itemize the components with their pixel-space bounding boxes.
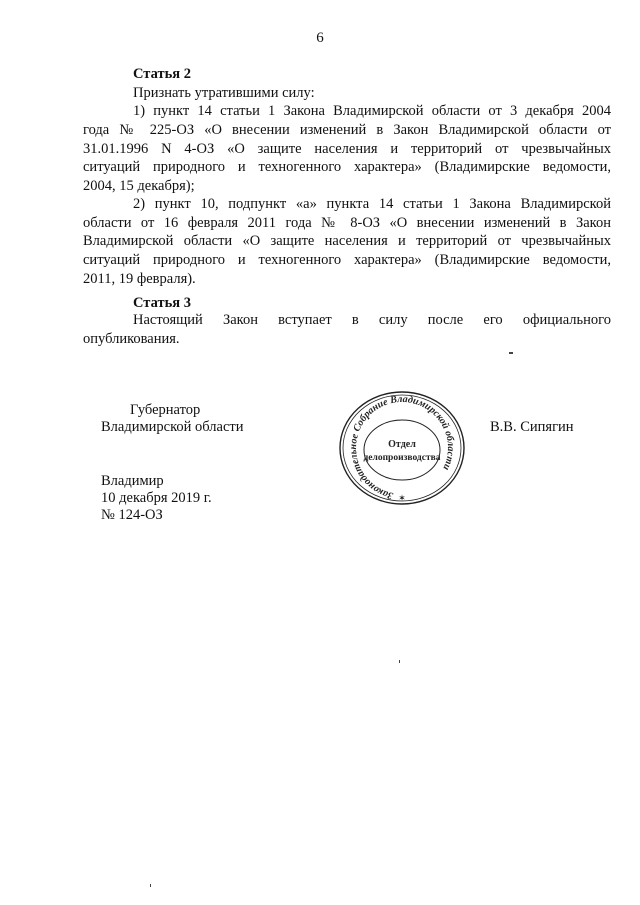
stamp-center-line-2: делопроизводства [363, 453, 441, 463]
signature-title-line-1: Губернатор [130, 402, 201, 418]
article-3-heading: Статья 3 [133, 295, 191, 311]
scan-mark [399, 660, 400, 663]
article-2-item-2-line-2: области от 16 февраля 2011 года № 8-ОЗ «О внесении изменений в Закон [83, 215, 611, 231]
article-2-item-1-line-1: 1) пункт 14 статьи 1 Закона Владимирской области от 3 декабря 2004 [133, 103, 611, 119]
article-2-item-1-line-4: ситуаций природного и техногенного характера» (Владимирские ведомости, [83, 159, 611, 175]
stamp-center-line-1: Отдел [388, 439, 416, 450]
article-2-intro: Признать утратившими силу: [133, 85, 315, 101]
signature-title-line-2: Владимирской области [101, 419, 244, 435]
article-3-line-2: опубликования. [83, 331, 180, 347]
scan-mark [509, 352, 513, 354]
page-number: 6 [316, 30, 324, 46]
footer-date: 10 декабря 2019 г. [101, 490, 212, 506]
official-stamp [337, 390, 467, 508]
article-2-heading: Статья 2 [133, 66, 191, 82]
scan-mark [150, 884, 151, 887]
article-3-line-1: Настоящий Закон вступает в силу после его официального [133, 312, 611, 328]
stamp-star-icon: ✶ [398, 494, 406, 504]
article-2-item-1-line-5: 2004, 15 декабря); [83, 178, 195, 194]
article-2-item-2-line-5: 2011, 19 февраля). [83, 271, 196, 287]
article-2-item-2-line-4: ситуаций природного и техногенного характера» (Владимирские ведомости, [83, 252, 611, 268]
footer-city: Владимир [101, 473, 164, 489]
article-2-item-2-line-3: Владимирской области «О защите населения и территорий от чрезвычайных [83, 233, 611, 249]
footer-number: № 124-ОЗ [101, 507, 163, 523]
stamp-ring-text: Законодательное Собрание Владимирской области [347, 393, 457, 502]
signature-name: В.В. Сипягин [490, 419, 574, 435]
article-2-item-1-line-2: года № 225-ОЗ «О внесении изменений в Закон Владимирской области от [83, 122, 611, 138]
article-2-item-2-line-1: 2) пункт 10, подпункт «а» пункта 14 статьи 1 Закона Владимирской [133, 196, 611, 212]
article-2-item-1-line-3: 31.01.1996 N 4-ОЗ «О защите населения и территорий от чрезвычайных [83, 141, 611, 157]
